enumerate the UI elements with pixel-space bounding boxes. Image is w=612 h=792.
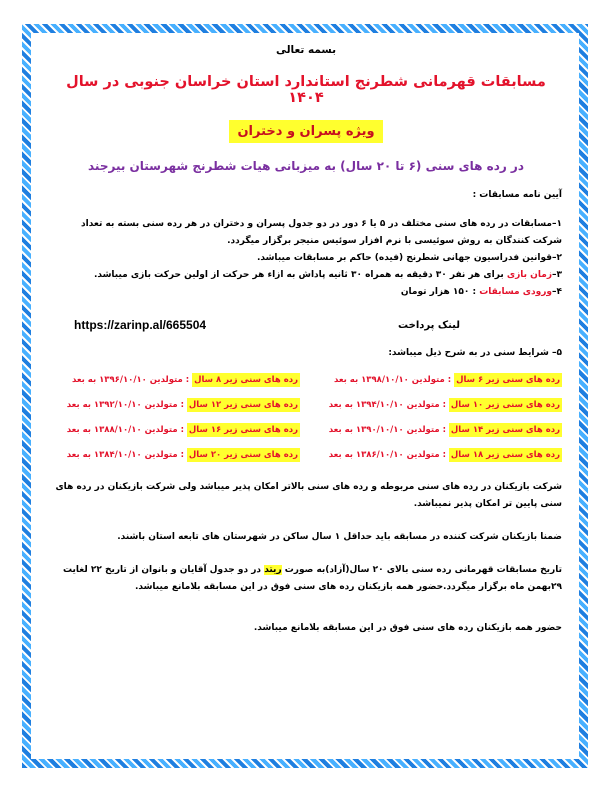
age-group-item bbox=[50, 450, 300, 460]
age-group-label: رده های سنی زیر ۱۲ سال bbox=[188, 400, 298, 410]
rules-list bbox=[50, 216, 562, 301]
age-group-date: : متولدین ۱۳۸۴/۱۰/۱۰ به بعد bbox=[66, 450, 187, 460]
rule-3-text: برای هر نفر ۳۰ دقیقه به همراه ۳۰ ثانیه پاداش به ازاء هر حرکت از اولین حرکت بازی میباشد. bbox=[93, 270, 507, 280]
payment-label: لینک پرداخت bbox=[398, 319, 460, 331]
age-group-date: : متولدین ۱۳۸۶/۱۰/۱۰ به بعد bbox=[328, 450, 449, 460]
rule-3 bbox=[50, 267, 562, 284]
age-group-date: : متولدین ۱۳۹۴/۱۰/۱۰ به بعد bbox=[328, 400, 449, 410]
age-group-item bbox=[312, 375, 562, 385]
age-group-date: : متولدین ۱۳۹۲/۱۰/۱۰ به بعد bbox=[66, 400, 187, 410]
host-line: در رده های سنی (۶ تا ۲۰ سال) به میزبانی هیات شطرنج شهرستان بیرجند bbox=[88, 159, 524, 173]
payment-link[interactable]: https://zarinp.al/665504 bbox=[74, 318, 207, 332]
age-group-item bbox=[312, 400, 562, 410]
age-note: شرکت بازیکنان در رده های سنی مربوطه و رده های سنی بالاتر امکان پذیر میباشد ولی شرکت بازیکنان در رده های سنی پایین تر امکان پذیر نمیباشد. bbox=[55, 482, 562, 509]
open-note-text-a: تاریخ مسابقات قهرمانی رده سنی بالای ۲۰ سال(آزاد)به صورت bbox=[281, 565, 562, 575]
age-group-label: رده های سنی زیر ۱۰ سال bbox=[450, 400, 560, 410]
open-section-note bbox=[50, 562, 562, 596]
subtitle-wrap bbox=[50, 120, 562, 143]
document-title: مسابقات قهرمانی شطرنج استاندارد استان خراسان جنوبی در سال ۱۴۰۴ bbox=[66, 74, 546, 106]
rule-2: ۲–قوانین فدراسیون جهانی شطرنج (فیده) حاکم بر مسابقات میباشد. bbox=[256, 253, 562, 263]
age-group-label: رده های سنی زیر ۸ سال bbox=[194, 375, 298, 385]
residency-note: ضمنا بازیکنان شرکت کننده در مسابقه باید حداقل ۱ سال ساکن در شهرستان های تابعه استان باشند. bbox=[117, 532, 562, 542]
age-group-item bbox=[50, 400, 300, 410]
age-group-label: رده های سنی زیر ۲۰ سال bbox=[188, 450, 298, 460]
rated-highlight: ریتد bbox=[264, 565, 282, 575]
rule-3-number: ۳– bbox=[552, 270, 562, 280]
age-group-date: : متولدین ۱۳۸۸/۱۰/۱۰ به بعد bbox=[66, 425, 187, 435]
final-note: حضور همه بازیکنان رده های سنی فوق در این مسابقه بلامانع میباشد. bbox=[253, 623, 562, 633]
document-page bbox=[50, 36, 562, 637]
rule-4-number: ۴– bbox=[552, 287, 562, 297]
rule-3-highlight: زمان بازی bbox=[506, 270, 552, 280]
age-group-label: رده های سنی زیر ۱۶ سال bbox=[188, 425, 298, 435]
rule-4-highlight: ورودی مسابقات bbox=[479, 287, 552, 297]
age-group-date: : متولدین ۱۳۹۸/۱۰/۱۰ به بعد bbox=[333, 375, 455, 385]
age-group-date: : متولدین ۱۳۹۰/۱۰/۱۰ به بعد bbox=[328, 425, 449, 435]
age-group-item bbox=[50, 425, 300, 435]
age-group-item bbox=[50, 375, 300, 385]
age-group-item bbox=[312, 425, 562, 435]
basmala-heading: بسمه تعالی bbox=[275, 44, 337, 56]
age-group-label: رده های سنی زیر ۶ سال bbox=[456, 375, 560, 385]
rule-1: ۱–مسابقات در رده های سنی مختلف در ۵ یا ۶ دور در دو جدول پسران و دختران در هر رده سنی بسته به تعداد شرکت کنندگان به روش سوئیسی با نرم افزار سوئیس منیجر برگزار میگردد. bbox=[81, 219, 562, 246]
age-group-label: رده های سنی زیر ۱۴ سال bbox=[450, 425, 560, 435]
open-note-text-b: در دو جدول آقایان و بانوان از تاریخ ۲۲ لغایت ۲۹بهمن ماه برگزار میگردد.حضور همه بازیکنان رده های سنی فوق در این مسابقه بلامانع میباشد. bbox=[62, 565, 562, 592]
payment-row bbox=[50, 318, 562, 332]
age-group-date: : متولدین ۱۳۹۶/۱۰/۱۰ به بعد bbox=[71, 375, 193, 385]
age-group-label: رده های سنی زیر ۱۸ سال bbox=[450, 450, 560, 460]
ages-label: ۵– شرایط سنی در به شرح ذیل میباشد: bbox=[388, 348, 562, 358]
rule-4 bbox=[50, 284, 562, 301]
document-subtitle: ویژه پسران و دختران bbox=[229, 120, 382, 143]
rules-label: آیین نامه مسابقات : bbox=[472, 190, 562, 200]
age-group-item bbox=[312, 450, 562, 460]
rule-4-text: : ۱۵۰ هزار تومان bbox=[400, 287, 480, 297]
age-groups-grid bbox=[50, 375, 562, 460]
